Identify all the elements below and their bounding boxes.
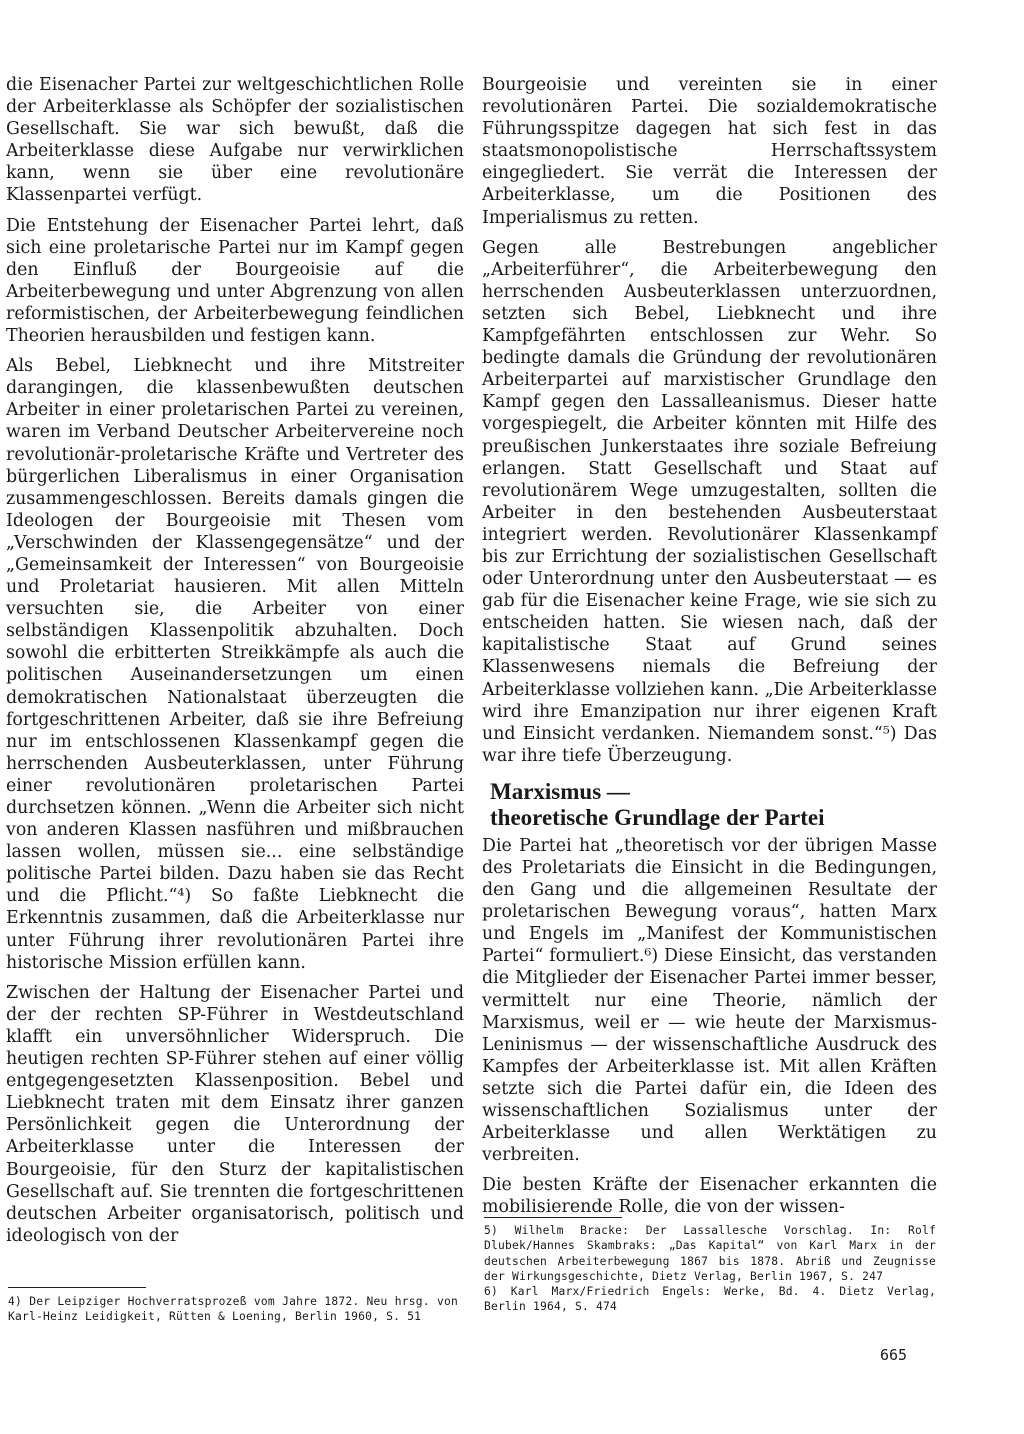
right-footnote-rule [484, 1217, 622, 1218]
left-column [6, 74, 464, 1255]
left-paragraph-1: die Eisenacher Partei zur weltgeschichtlichen Rolle der Arbeiterklasse als Schöpfer der sozialistischen Gesellschaft. Sie war sich bewußt, daß die Arbeiterklasse diese Aufgabe nur verwirklichen kann, wenn sie über eine revolutionäre Klassenpartei verfügt. [6, 75, 464, 206]
left-paragraph-2: Die Entstehung der Eisenacher Partei lehrt, daß sich eine proletarische Partei nur im Kampf gegen den Einfluß der Bourgeoisie auf die Arbeiterbewegung und unter Abgrenzung von allen reformistischen, der Arbeiterbewegung feindlichen Theorien herausbilden und festigen kann. [6, 215, 464, 347]
right-paragraph-4: Die besten Kräfte der Eisenacher erkannten die mobilisierende Rolle, die von der wissen- [482, 1175, 937, 1218]
left-footnotes [8, 1294, 458, 1325]
footnote-6: 6) Karl Marx/Friedrich Engels: Werke, Bd. 4. Dietz Verlag, Berlin 1964, S. 474 [484, 1285, 936, 1314]
left-footnote-rule [8, 1287, 146, 1288]
left-paragraph-3: Als Bebel, Liebknecht und ihre Mitstreiter darangingen, die klassenbewußten deutschen Arbeiter in einer proletarischen Partei zu vereinen, waren im Verband Deutscher Arbeitervereine noch revolutionär-proletarische Kräfte und Vertreter des bürgerlichen Liberalismus in einer Organisation zusammengeschlossen. Bereits damals gingen die Ideologen der Bourgeoisie mit Thesen vom „Verschwinden der Klassengegensätze“ und der „Gemeinsamkeit der Interessen“ von Bourgeoisie und Proletariat hausieren. Mit allen Mitteln versuchten sie, die Arbeiter von einer selbständigen Klassenpolitik abzuhalten. Doch sowohl die erbitterten Streikkämpfe als auch die politischen Auseinandersetzungen um einen demokratischen Nationalstaat überzeugten die fortgeschrittenen Arbeiter, daß sie ihre Befreiung nur im entschlossenen Klassenkampf gegen die herrschenden Ausbeuterklassen, unter Führung einer revolutionären proletarischen Partei durchsetzen können. „Wenn die Arbeiter sich nicht von anderen Klassen nasführen und mißbrauchen lassen wollen, müssen sie... eine selbständige politische Partei bilden. Dazu haben sie das Recht und die Pflicht.“⁴) So faßte Liebknecht die Erkenntnis zusammen, daß die Arbeiterklasse nur unter Führung ihrer revolutionären Partei ihre historische Mission erfüllen kann. [6, 356, 464, 973]
section-heading-line-1: Marxismus — [490, 778, 630, 804]
right-paragraph-3: Die Partei hat „theoretisch vor der übrigen Masse des Proletariats die Einsicht in die Bedingungen, den Gang und die allgemeinen Resultate der proletarischen Bewegung voraus“, hatten Marx und Engels im „Manifest der Kommunistischen Partei“ formuliert.⁶) Diese Einsicht, das verstanden die Mitglieder der Eisenacher Partei immer besser, vermittelt nur eine Theorie, nämlich der Marxismus, weil er — wie heute der Marxismus-Leninismus — der wissenschaftliche Ausdruck des Kampfes der Arbeiterklasse ist. Mit allen Kräften setzte sich die Partei dafür ein, die Ideen des wissenschaftlichen Sozialismus unter der Arbeiterklasse und allen Werktätigen zu verbreiten. [482, 835, 937, 1166]
left-paragraph-4: Zwischen der Haltung der Eisenacher Partei und der der rechten SP-Führer in Westdeutschland klafft ein unversöhnlicher Widerspruch. Die heutigen rechten SP-Führer stehen auf einer völlig entgegengesetzten Klassenposition. Bebel und Liebknecht traten mit dem Einsatz ihrer ganzen Persönlichkeit gegen die Unterordnung der Arbeiterklasse unter die Interessen der Bourgeoisie, für den Sturz der kapitalistischen Gesellschaft auf. Sie trennten die fortgeschrittenen deutschen Arbeiter organisatorisch, politisch und ideologisch von der [6, 982, 464, 1246]
right-paragraph-1: Bourgeoisie und vereinten sie in einer revolutionären Partei. Die sozialdemokratische Führungsspitze dagegen hat sich fest in das staatsmonopolistische Herrschaftssystem eingegliedert. Sie verrät die Interessen der Arbeiterklasse, um die Positionen des Imperialismus zu retten. [482, 75, 937, 228]
section-heading-line-2: theoretische Grundlage der Partei [490, 804, 825, 830]
footnote-4: 4) Der Leipziger Hochverratsprozeß vom Jahre 1872. Neu hrsg. von Karl-Heinz Leidigkeit, Rütten & Loening, Berlin 1960, S. 51 [8, 1295, 458, 1324]
right-paragraph-2: Gegen alle Bestrebungen angeblicher „Arbeiterführer“, die Arbeiterbewegung den herrschenden Ausbeuterklassen unterzuordnen, setzten sich Bebel, Liebknecht und ihre Kampfgefährten entschlossen zur Wehr. So bedingte damals die Gründung der revolutionären Arbeiterpartei auf marxistischer Grundlage den Kampf gegen den Lassalleanismus. Dieser hatte vorgespiegelt, die Arbeiter könnten mit Hilfe des preußischen Junkerstaates ihre soziale Befreiung erlangen. Statt Gesellschaft und Staat auf revolutionärem Wege umzugestalten, sollten die Arbeiter in den bestehenden Ausbeuterstaat integriert werden. Revolutionärer Klassenkampf bis zur Errichtung der sozialistischen Gesellschaft oder Unterordnung unter den Ausbeuterstaat — es gab für die Eisenacher keine Frage, wie sie sich zu entscheiden hatten. Sie wiesen nach, daß der kapitalistische Staat auf Grund seines Klassenwesens niemals die Befreiung der Arbeiterklasse vollziehen kann. „Die Arbeiterklasse wird ihre Emanzipation nur ihrer eigenen Kraft und Einsicht verdanken. Niemandem sonst.“⁵) Das war ihre tiefe Überzeugung. [482, 237, 938, 766]
page-number: 665 [880, 1346, 908, 1364]
right-footnotes [484, 1223, 936, 1315]
right-column [482, 74, 937, 1227]
section-heading [490, 779, 937, 831]
footnote-5: 5) Wilhelm Bracke: Der Lassallesche Vorschlag. In: Rolf Dlubek/Hannes Skambraks: „Das Kapital“ von Karl Marx in der deutschen Arbeiterbewegung 1867 bis 1878. Abriß und Zeugnisse der Wirkungsgeschichte, Dietz Verlag, Berlin 1967, S. 247 [484, 1224, 936, 1283]
